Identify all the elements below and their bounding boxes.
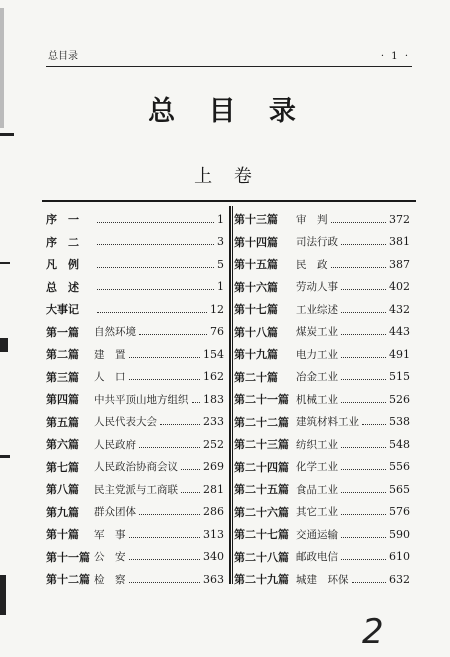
toc-entry [46, 343, 224, 366]
toc-entry-page: 590 [389, 527, 410, 541]
toc-entry-page: 5 [217, 257, 224, 271]
toc-right-column [234, 208, 410, 591]
toc-entry-page: 402 [389, 280, 410, 294]
toc-dot-leader [160, 424, 200, 425]
toc-entry-title: 城建 环保 [296, 573, 349, 586]
toc-entry [234, 456, 410, 479]
toc-entry [234, 568, 410, 591]
toc-entry [234, 231, 410, 254]
toc-entry-title: 建 置 [94, 348, 126, 361]
toc-dot-leader [331, 267, 387, 268]
toc-entry-title: 审 判 [296, 213, 328, 226]
toc-entry-page: 154 [203, 347, 224, 361]
column-divider-inner [232, 206, 233, 584]
toc-entry-title: 人民政治协商会议 [94, 461, 178, 474]
toc-entry-page: 313 [203, 527, 224, 541]
toc-entry-number: 序 一 [46, 213, 79, 227]
toc-dot-leader [129, 582, 201, 583]
toc-entry-number: 第三篇 [46, 370, 79, 384]
toc-entry-number: 第二十一篇 [234, 393, 289, 407]
toc-entry [234, 478, 410, 501]
toc-entry [46, 568, 224, 591]
toc-entry-title: 邮政电信 [296, 551, 338, 564]
toc-entry-number: 第二十二篇 [234, 415, 289, 429]
toc-entry-title: 工业综述 [296, 303, 338, 316]
toc-dot-leader [341, 469, 386, 470]
toc-entry-number: 第二十篇 [234, 370, 278, 384]
toc-entry-page: 515 [389, 370, 410, 384]
toc-entry [46, 366, 224, 389]
toc-entry-page: 340 [203, 550, 224, 564]
toc-entry-title: 民 政 [296, 258, 328, 271]
toc-entry-number: 第二十三篇 [234, 438, 289, 452]
toc-entry-number: 序 二 [46, 235, 79, 249]
scan-edge-mark [0, 338, 8, 352]
toc-entry-number: 第二十九篇 [234, 573, 289, 587]
toc-entry [46, 456, 224, 479]
toc-entry [234, 523, 410, 546]
toc-entry-page: 183 [203, 392, 224, 406]
toc-entry-title: 人 口 [94, 371, 126, 384]
toc-entry-page: 610 [389, 550, 410, 564]
toc-entry [46, 208, 224, 231]
volume-title: 上 卷 [194, 166, 260, 187]
toc-dot-leader [341, 379, 386, 380]
toc-entry-number: 第二十四篇 [234, 460, 289, 474]
toc-entry-number: 第二十六篇 [234, 505, 289, 519]
toc-entry-page: 432 [389, 302, 410, 316]
toc-entry-page: 381 [389, 235, 410, 249]
toc-entry-page: 252 [203, 437, 224, 451]
toc-entry-title: 其它工业 [296, 506, 338, 519]
handwritten-page-mark: 2 [362, 612, 384, 652]
toc-entry-number: 第六篇 [46, 438, 79, 452]
toc-entry [46, 321, 224, 344]
toc-entry [234, 501, 410, 524]
toc-entry-page: 387 [389, 257, 410, 271]
running-header-title: 总目录 [48, 51, 78, 62]
toc-entry [234, 321, 410, 344]
toc-dot-leader [331, 222, 387, 223]
toc-dot-leader [129, 357, 201, 358]
toc-entry-number: 第二十八篇 [234, 550, 289, 564]
toc-entry [46, 231, 224, 254]
toc-entry-title: 劳动人事 [296, 281, 338, 294]
toc-entry-page: 363 [203, 572, 224, 586]
toc-entry [46, 388, 224, 411]
toc-entry-number: 第十一篇 [46, 550, 90, 564]
toc-entry-number: 第四篇 [46, 393, 79, 407]
toc-entry-title: 检 察 [94, 573, 126, 586]
scan-edge-mark [0, 575, 6, 615]
toc-dot-leader [341, 334, 386, 335]
toc-entry [46, 501, 224, 524]
toc-entry-page: 1 [217, 212, 224, 226]
toc-entry-page: 286 [203, 505, 224, 519]
toc-entry-page: 269 [203, 460, 224, 474]
toc-entry-number: 第十九篇 [234, 348, 278, 362]
toc-entry-page: 556 [389, 460, 410, 474]
toc-dot-leader [341, 244, 386, 245]
toc-dot-leader [181, 469, 200, 470]
toc-dot-leader [139, 334, 207, 335]
toc-dot-leader [129, 559, 201, 560]
toc-entry-number: 第九篇 [46, 505, 79, 519]
toc-entry-page: 526 [389, 392, 410, 406]
toc-entry-number: 第五篇 [46, 415, 79, 429]
toc-dot-leader [352, 582, 387, 583]
toc-entry-number: 第二十五篇 [234, 483, 289, 497]
toc-entry-page: 491 [389, 347, 410, 361]
toc-entry [234, 366, 410, 389]
toc-entry-number: 第十四篇 [234, 235, 278, 249]
scan-edge-mark [0, 133, 14, 136]
toc-entry-title: 煤炭工业 [296, 326, 338, 339]
toc-entry [234, 276, 410, 299]
toc-entry-number: 大事记 [46, 303, 79, 317]
toc-entry-page: 76 [210, 325, 224, 339]
running-header-page-number: · 1 · [380, 51, 410, 62]
toc-dot-leader [129, 379, 201, 380]
toc-entry-title: 建筑材料工业 [296, 416, 359, 429]
toc-entry-number: 第一篇 [46, 325, 79, 339]
toc-dot-leader [341, 559, 386, 560]
toc-entry [234, 411, 410, 434]
toc-entry-number: 第十八篇 [234, 325, 278, 339]
toc-entry-title: 化学工业 [296, 461, 338, 474]
toc-dot-leader [139, 514, 200, 515]
toc-dot-leader [97, 267, 214, 268]
toc-entry [46, 433, 224, 456]
toc-entry-title: 自然环境 [94, 326, 136, 339]
toc-entry-page: 443 [389, 325, 410, 339]
toc-entry-page: 162 [203, 370, 224, 384]
toc-entry-title: 中共平顶山地方组织 [94, 393, 189, 406]
toc-entry-title: 机械工业 [296, 393, 338, 406]
page-title: 总 目 录 [148, 96, 308, 127]
toc-entry-number: 第十篇 [46, 528, 79, 542]
toc-entry [46, 411, 224, 434]
toc-entry-page: 576 [389, 505, 410, 519]
toc-entry [234, 388, 410, 411]
toc-entry-number: 第十三篇 [234, 213, 278, 227]
toc-dot-leader [341, 447, 386, 448]
toc-entry-title: 司法行政 [296, 236, 338, 249]
toc-entry-title: 纺织工业 [296, 438, 338, 451]
toc-entry-title: 人民代表大会 [94, 416, 157, 429]
toc-entry [46, 478, 224, 501]
toc-entry-page: 372 [389, 212, 410, 226]
toc-left-column [46, 208, 224, 591]
toc-dot-leader [341, 289, 386, 290]
toc-dot-leader [181, 492, 200, 493]
toc-entry-title: 公 安 [94, 551, 126, 564]
toc-entry [234, 433, 410, 456]
toc-entry-title: 人民政府 [94, 438, 136, 451]
toc-dot-leader [97, 222, 214, 223]
toc-entry [46, 546, 224, 569]
toc-entry-title: 军 事 [94, 528, 126, 541]
toc-entry-page: 1 [217, 280, 224, 294]
toc-entry [234, 253, 410, 276]
toc-dot-leader [341, 537, 386, 538]
volume-rule [42, 200, 416, 202]
toc-entry [46, 298, 224, 321]
toc-entry-number: 第十七篇 [234, 303, 278, 317]
toc-entry-number: 凡 例 [46, 258, 79, 272]
toc-entry [234, 546, 410, 569]
column-divider [229, 206, 231, 584]
toc-entry-page: 548 [389, 437, 410, 451]
toc-dot-leader [129, 537, 201, 538]
toc-dot-leader [341, 492, 386, 493]
toc-entry [46, 253, 224, 276]
toc-entry-page: 233 [203, 415, 224, 429]
toc-entry-title: 电力工业 [296, 348, 338, 361]
toc-dot-leader [192, 402, 201, 403]
toc-entry-number: 总 述 [46, 280, 79, 294]
toc-dot-leader [97, 289, 214, 290]
toc-dot-leader [362, 424, 386, 425]
toc-entry-title: 交通运输 [296, 528, 338, 541]
toc-dot-leader [97, 312, 207, 313]
scan-edge-mark [0, 455, 10, 458]
toc-dot-leader [341, 357, 386, 358]
toc-entry-number: 第十五篇 [234, 258, 278, 272]
scan-edge-mark [0, 262, 10, 264]
toc-dot-leader [97, 244, 214, 245]
toc-entry [46, 523, 224, 546]
toc-entry [234, 208, 410, 231]
toc-entry-title: 食品工业 [296, 483, 338, 496]
toc-entry-title: 民主党派与工商联 [94, 483, 178, 496]
toc-entry-number: 第十六篇 [234, 280, 278, 294]
toc-entry-number: 第十二篇 [46, 573, 90, 587]
toc-entry-page: 12 [210, 302, 224, 316]
toc-entry [234, 298, 410, 321]
toc-dot-leader [139, 447, 200, 448]
toc-entry-page: 565 [389, 482, 410, 496]
toc-entry-number: 第八篇 [46, 483, 79, 497]
toc-entry-page: 538 [389, 415, 410, 429]
toc-entry-page: 632 [389, 572, 410, 586]
toc-entry-page: 281 [203, 482, 224, 496]
toc-entry-title: 冶金工业 [296, 371, 338, 384]
toc-entry-number: 第二篇 [46, 348, 79, 362]
toc-entry [234, 343, 410, 366]
header-rule [46, 66, 412, 67]
toc-entry-title: 群众团体 [94, 506, 136, 519]
toc-dot-leader [341, 514, 386, 515]
toc-dot-leader [341, 312, 386, 313]
toc-dot-leader [341, 402, 386, 403]
toc-entry-number: 第二十七篇 [234, 528, 289, 542]
toc-entry-number: 第七篇 [46, 460, 79, 474]
toc-entry-page: 3 [217, 235, 224, 249]
toc-entry [46, 276, 224, 299]
